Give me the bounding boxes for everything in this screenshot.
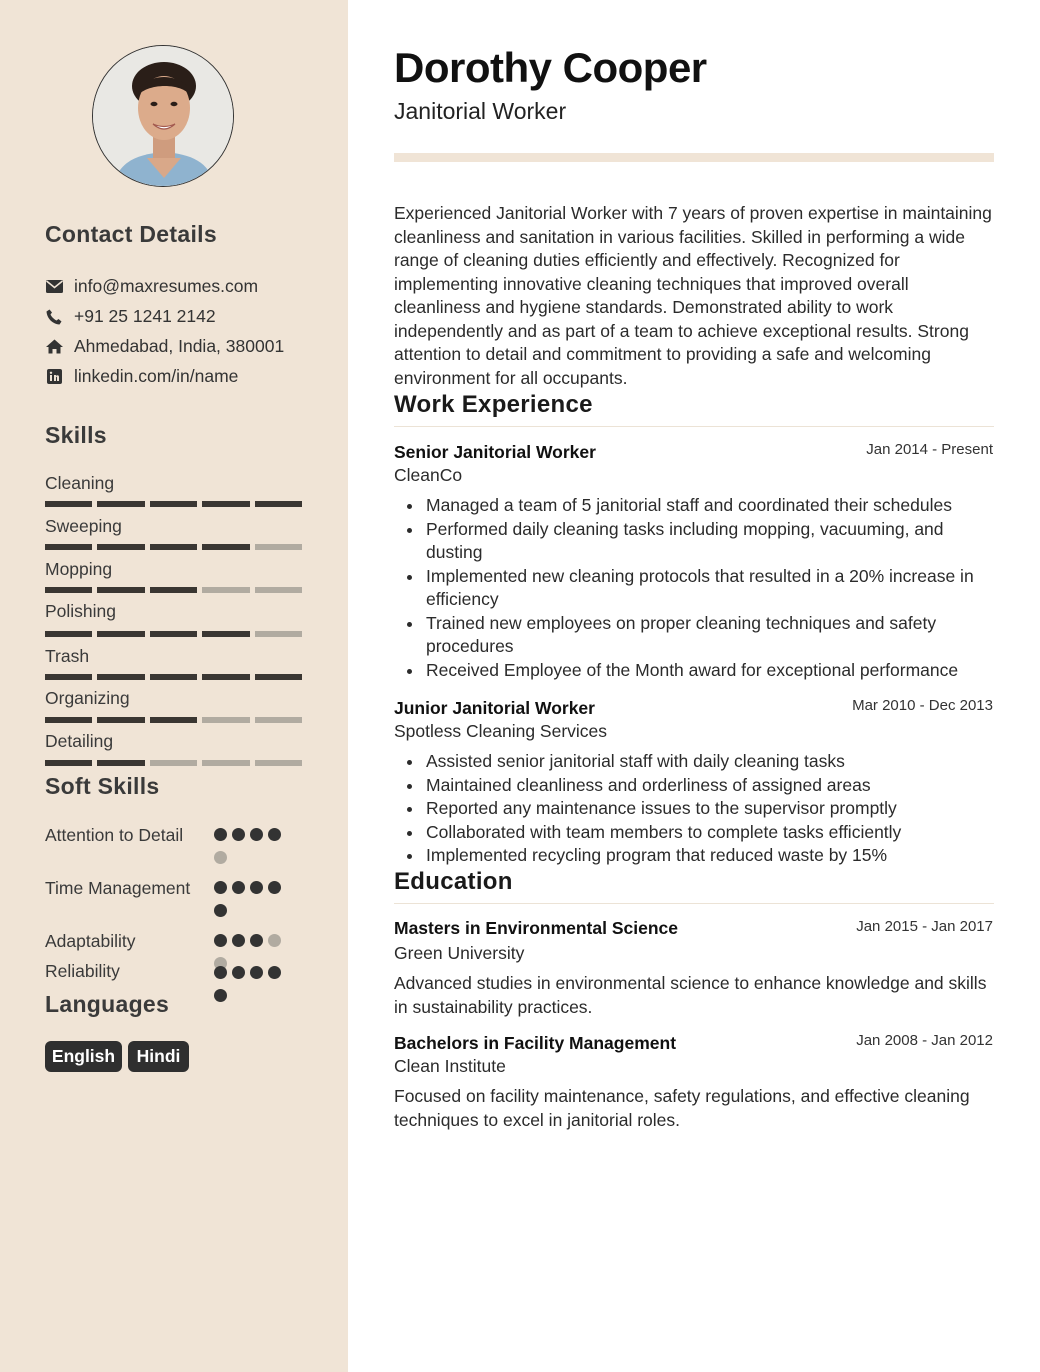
school-name: Green University bbox=[394, 943, 525, 963]
linkedin-icon bbox=[45, 368, 63, 386]
skill-segment bbox=[45, 717, 92, 723]
contact-email-text: info@maxresumes.com bbox=[74, 276, 259, 296]
rating-dot bbox=[214, 881, 227, 894]
skill-bar bbox=[45, 760, 302, 766]
contact-phone-text: +91 25 1241 2142 bbox=[74, 306, 216, 326]
job-bullet: Assisted senior janitorial staff with daily cleaning tasks bbox=[426, 750, 999, 774]
skill-bar bbox=[45, 631, 302, 637]
contact-phone[interactable] bbox=[45, 306, 216, 327]
skill-segment bbox=[97, 760, 144, 766]
job-bullets bbox=[394, 494, 999, 682]
rating-dot bbox=[232, 966, 245, 979]
soft-skill-label: Adaptability bbox=[45, 931, 136, 951]
rating-dot bbox=[250, 934, 263, 947]
skill-segment bbox=[45, 674, 92, 680]
education-description: Focused on facility maintenance, safety regulations, and effective cleaning techniques to excel in janitorial roles. bbox=[394, 1086, 970, 1130]
skill-segment bbox=[150, 674, 197, 680]
rating-dot bbox=[232, 934, 245, 947]
skill-segment bbox=[45, 760, 92, 766]
skill-segment bbox=[255, 674, 302, 680]
job-date: Mar 2010 - Dec 2013 bbox=[852, 697, 993, 714]
education-description: Advanced studies in environmental science to enhance knowledge and skills in sustainability practices. bbox=[394, 973, 987, 1017]
section-divider bbox=[394, 903, 994, 904]
skill-segment bbox=[97, 674, 144, 680]
job-bullet: Implemented new cleaning protocols that resulted in a 20% increase in efficiency bbox=[426, 565, 999, 612]
person-name: Dorothy Cooper bbox=[394, 44, 707, 91]
skill-segment bbox=[97, 717, 144, 723]
skill-segment bbox=[150, 717, 197, 723]
skill-segment bbox=[150, 587, 197, 593]
job-bullet: Collaborated with team members to complete tasks efficiently bbox=[426, 821, 999, 845]
soft-skill-rating bbox=[214, 828, 288, 864]
experience-heading: Work Experience bbox=[394, 391, 593, 418]
job-bullet: Maintained cleanliness and orderliness of assigned areas bbox=[426, 774, 999, 798]
rating-dot bbox=[268, 881, 281, 894]
job-bullet: Performed daily cleaning tasks including mopping, vacuuming, and dusting bbox=[426, 518, 999, 565]
skill-label: Mopping bbox=[45, 559, 113, 579]
envelope-icon bbox=[45, 278, 63, 296]
job-role: Janitorial Worker bbox=[394, 98, 567, 124]
skill-segment bbox=[202, 544, 249, 550]
contact-heading: Contact Details bbox=[45, 221, 217, 247]
language-badge: Hindi bbox=[128, 1041, 189, 1072]
skill-segment bbox=[45, 631, 92, 637]
rating-dot bbox=[232, 881, 245, 894]
skill-bar bbox=[45, 587, 302, 593]
contact-address bbox=[45, 336, 284, 357]
skill-segment bbox=[97, 587, 144, 593]
skill-segment bbox=[202, 760, 249, 766]
skill-segment bbox=[97, 501, 144, 507]
soft-skill-label: Time Management bbox=[45, 878, 191, 898]
contact-linkedin[interactable] bbox=[45, 366, 238, 387]
phone-icon bbox=[45, 308, 63, 326]
section-divider bbox=[394, 426, 994, 427]
profile-photo bbox=[92, 45, 234, 187]
contact-address-text: Ahmedabad, India, 380001 bbox=[74, 336, 285, 356]
rating-dot bbox=[214, 989, 227, 1002]
language-badge: English bbox=[45, 1041, 122, 1072]
skill-bar bbox=[45, 717, 302, 723]
skill-segment bbox=[202, 587, 249, 593]
skill-label: Trash bbox=[45, 646, 90, 666]
skill-bar bbox=[45, 544, 302, 550]
home-icon bbox=[45, 338, 63, 356]
rating-dot bbox=[268, 934, 281, 947]
soft-skill-label: Attention to Detail bbox=[45, 825, 184, 845]
summary-text: Experienced Janitorial Worker with 7 years of proven expertise in maintaining cleanliness and sanitation in various facilities. Skilled in performing a wide range of cleaning duties efficiently and effectively. Recognized for implementing innovative cleaning techniques that improved overall cleanliness and hygiene standards. Demonstrated ability to work independently and as part of a team to achieve exceptional results. Strong attention to detail and commitment to providing a safe and welcoming environment for all occupants. bbox=[394, 203, 992, 388]
rating-dot bbox=[268, 828, 281, 841]
skill-segment bbox=[255, 717, 302, 723]
rating-dot bbox=[214, 904, 227, 917]
job-company: CleanCo bbox=[394, 465, 463, 485]
skill-label: Cleaning bbox=[45, 473, 115, 493]
skill-segment bbox=[202, 674, 249, 680]
sidebar bbox=[0, 0, 348, 1372]
job-title: Senior Janitorial Worker bbox=[394, 442, 596, 462]
job-bullets bbox=[394, 750, 999, 868]
education-date: Jan 2008 - Jan 2012 bbox=[856, 1032, 993, 1049]
education-heading: Education bbox=[394, 868, 513, 895]
skill-segment bbox=[97, 631, 144, 637]
education-date: Jan 2015 - Jan 2017 bbox=[856, 918, 993, 935]
skill-segment bbox=[255, 760, 302, 766]
skill-label: Detailing bbox=[45, 731, 114, 751]
skill-bar bbox=[45, 501, 302, 507]
skill-segment bbox=[97, 544, 144, 550]
skill-segment bbox=[45, 544, 92, 550]
job-bullet: Implemented recycling program that reduced waste by 15% bbox=[426, 844, 999, 868]
skills-heading: Skills bbox=[45, 422, 107, 448]
skill-segment bbox=[255, 587, 302, 593]
degree-title: Masters in Environmental Science bbox=[394, 918, 678, 938]
languages-heading: Languages bbox=[45, 991, 170, 1017]
skill-segment bbox=[45, 587, 92, 593]
soft-skill-rating bbox=[214, 966, 288, 1002]
skill-label: Polishing bbox=[45, 601, 117, 621]
rating-dot bbox=[214, 934, 227, 947]
job-date: Jan 2014 - Present bbox=[866, 441, 993, 458]
skill-segment bbox=[202, 631, 249, 637]
job-bullet: Trained new employees on proper cleaning techniques and safety procedures bbox=[426, 612, 999, 659]
soft-skill-label: Reliability bbox=[45, 961, 120, 981]
skill-segment bbox=[202, 717, 249, 723]
job-title: Junior Janitorial Worker bbox=[394, 698, 595, 718]
soft-skill-rating bbox=[214, 881, 288, 917]
skill-segment bbox=[255, 501, 302, 507]
rating-dot bbox=[268, 966, 281, 979]
rating-dot bbox=[250, 828, 263, 841]
rating-dot bbox=[214, 966, 227, 979]
rating-dot bbox=[214, 828, 227, 841]
skill-segment bbox=[150, 501, 197, 507]
skill-segment bbox=[150, 631, 197, 637]
job-company: Spotless Cleaning Services bbox=[394, 721, 608, 741]
skill-label: Organizing bbox=[45, 688, 130, 708]
contact-email[interactable] bbox=[45, 276, 258, 297]
job-bullet: Reported any maintenance issues to the supervisor promptly bbox=[426, 797, 999, 821]
soft-skills-heading: Soft Skills bbox=[45, 773, 160, 799]
rating-dot bbox=[232, 828, 245, 841]
header-divider bbox=[394, 153, 994, 162]
degree-title: Bachelors in Facility Management bbox=[394, 1033, 677, 1053]
job-bullet: Received Employee of the Month award for exceptional performance bbox=[426, 659, 999, 683]
rating-dot bbox=[250, 966, 263, 979]
skill-segment bbox=[150, 544, 197, 550]
skill-segment bbox=[255, 544, 302, 550]
skill-label: Sweeping bbox=[45, 516, 122, 536]
skill-segment bbox=[255, 631, 302, 637]
rating-dot bbox=[250, 881, 263, 894]
main-content bbox=[348, 0, 1040, 1372]
contact-linkedin-text: linkedin.com/in/name bbox=[74, 366, 239, 386]
skill-segment bbox=[45, 501, 92, 507]
rating-dot bbox=[214, 851, 227, 864]
skill-segment bbox=[202, 501, 249, 507]
school-name: Clean Institute bbox=[394, 1056, 506, 1076]
soft-skill-rating bbox=[214, 934, 288, 970]
job-bullet: Managed a team of 5 janitorial staff and coordinated their schedules bbox=[426, 494, 999, 518]
skill-bar bbox=[45, 674, 302, 680]
skill-segment bbox=[150, 760, 197, 766]
